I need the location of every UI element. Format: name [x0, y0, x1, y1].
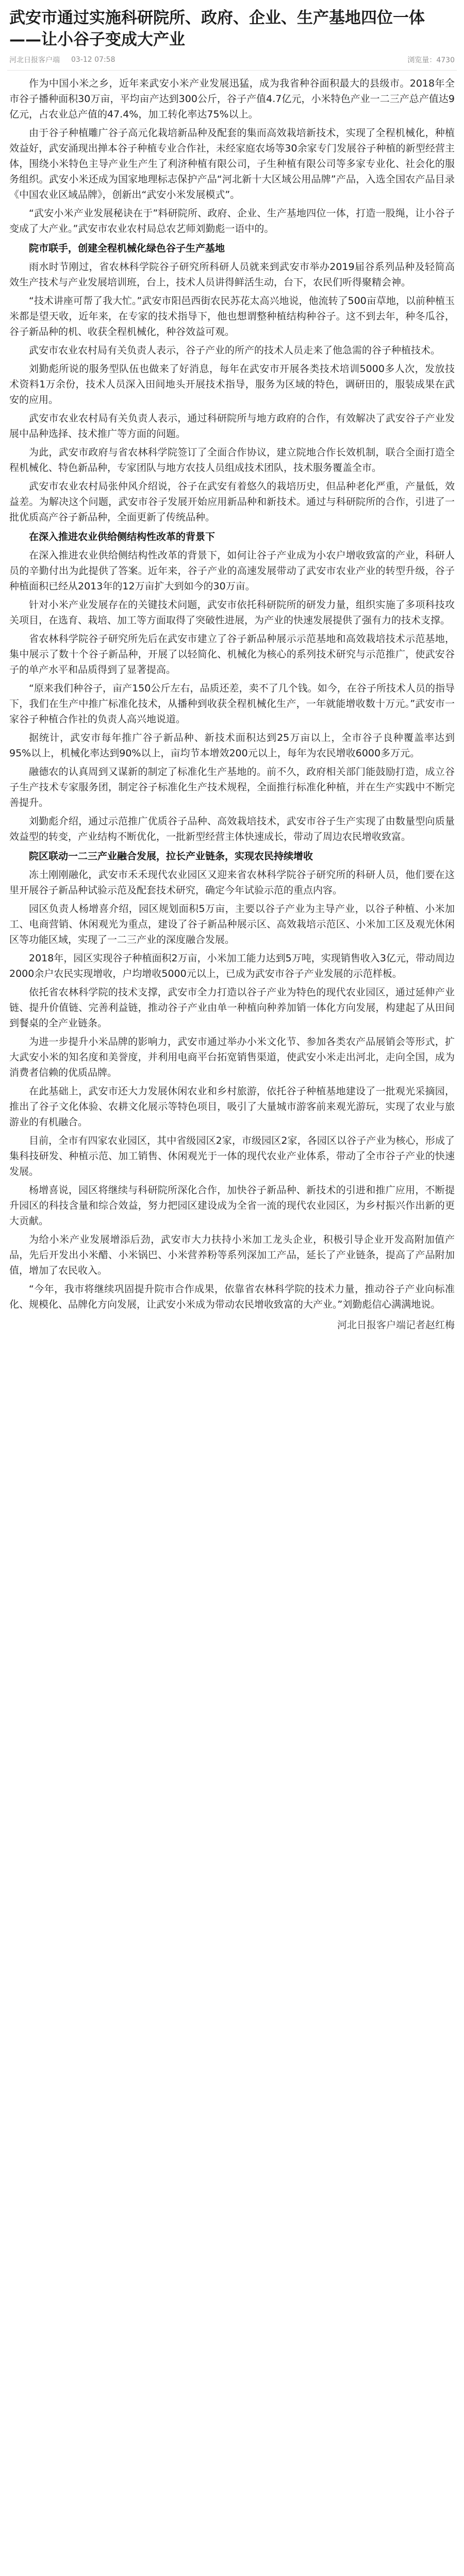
paragraph: 刘勤彪介绍，通过示范推广优质谷子品种、高效栽培技术，武安市谷子生产实现了由数量型向质量效益型的转变，产业结构不断优化，一批新型经营主体快速成长，带动了周边农民增收致富。	[9, 816, 455, 842]
paragraph: 为进一步提升小米品牌的影响力，武安市通过举办小米文化节、参加各类农产品展销会等形式，扩大武安小米的知名度和美誉度，并利用电商平台拓宽销售渠道，使武安小米走出河北，走向全国，成为消费者信赖的优质品牌。	[9, 1036, 455, 1078]
section-heading: 院区联动一二三产业融合发展，拉长产业链条，实现农民持续增收	[29, 851, 313, 862]
paragraph: “武安小米产业发展秘诀在于”料研院所、政府、企业、生产基地四位一体，打造一股绳，让小谷子变成了大产业。”武安市农业农村局总农艺师刘勤彪一语中的。	[9, 208, 455, 234]
paragraph: 依托省农林科学院的技术支撑，武安市全力打造以谷子产业为特色的现代农业园区，通过延伸产业链、提升价值链、完善利益链，推动谷子产业由单一种植向种养加销一体化方向发展，构建起了从田间到餐桌的全产业链条。	[9, 987, 455, 1029]
paragraph: 刘勤彪所说的服务型队伍也做来了好消息，每年在武安市开展各类技术培训5000多人次，发放技术资料1万余份，技术人员深入田间地头开展技术指导，服务为区域的特色，调研田的，服装成果在武安的应用。	[9, 363, 455, 405]
paragraph: 针对小米产业发展存在的关键技术问题，武安市依托科研院所的研发力量，组织实施了多项科技攻关项目，在选育、栽培、加工等方面取得了突破性进展，为产业的快速发展提供了强有力的技术支撑。	[9, 599, 455, 626]
paragraph: 为此，武安市政府与省农林科学院签订了全面合作协议，建立院地合作长效机制，联合全面打造全程机械化、特色新品种，专家团队与地方农技人员组成技术团队，技术服务覆盖全市。	[9, 447, 455, 473]
paragraph: 在此基础上，武安市还大力发展休闲农业和乡村旅游，依托谷子种植基地建设了一批观光采摘园，推出了谷子文化体验、农耕文化展示等特色项目，吸引了大量城市游客前来观光游玩，实现了农业与旅游业的有机融合。	[9, 1086, 455, 1128]
paragraph: “技术讲座可帮了我大忙。”武安市阳邑西街农民苏花太高兴地说，他流转了500亩草地，以前种植玉米都是望天收，近年来，在专家的技术指导下，他也想谓整种植结构种谷子。这不到去年，种冬瓜谷，谷子新品种的机、收获全程机械化，种谷效益可观。	[9, 295, 455, 337]
section-heading: 在深入推进农业供给侧结构性改革的背景下	[29, 531, 216, 543]
article-body	[9, 76, 455, 1312]
paragraph: 雨水时节刚过，省农林科学院谷子研究所科研人员就来到武安市举办2019届谷系列品种及轻简高效生产技术与产业发展培训班，台上，技术人员讲得鲜活生动，台下，农民们听得聚精会神。	[9, 261, 455, 288]
paragraph: 武安市农业农村局张仲风介绍说，谷子在武安有着悠久的栽培历史，但品种老化严重，产量低，效益差。为解决这个问题，武安市谷子发展开始应用新品种和新技术。通过与科研院所的合作，引进了一批优质高产谷子新品种，全面更新了传统品种。	[9, 481, 455, 523]
article-views: 浏览量：4730	[407, 56, 455, 64]
article-title: 武安市通过实施科研院所、政府、企业、生产基地四位一体——让小谷子变成大产业	[9, 9, 425, 49]
paragraph: 据统计，武安市每年推广谷子新品种、新技术面积达到25万亩以上，全市谷子良种覆盖率达到95%以上，机械化率达到90%以上，亩均节本增效200元以上，每年为农民增收6000多万元。	[9, 732, 455, 759]
divider	[7, 70, 457, 71]
paragraph: 在深入推进农业供给侧结构性改革的背景下，如何让谷子产业成为小农户增收致富的产业，科研人员的辛勤付出为此提供了答案。近年来，谷子产业的高速发展带动了武安市农业产业的转型升级，谷子种植面积已经从2013年的12万亩扩大到如今的30万亩。	[9, 550, 455, 592]
paragraph: 目前，全市有四家农业园区，其中省级园区2家，市级园区2家，各园区以谷子产业为核心，形成了集科技研发、种植示范、加工销售、休闲观光于一体的现代农业产业体系，带动了全市谷子产业的快速发展。	[9, 1135, 455, 1177]
paragraph: 冻土刚刚融化，武安市禾禾现代农业园区又迎来省农林科学院谷子研究所的科研人员，他们要在这里开展谷子新品种试验示范及配套技术研究，确定今年试验示范的重点内容。	[9, 869, 455, 896]
article-meta	[9, 55, 455, 65]
paragraph: 2018年，园区实现谷子种植面积2万亩，小米加工能力达到5万吨，实现销售收入3亿元，带动周边2000余户农民实现增收，户均增收5000元以上，已成为武安市谷子产业发展的示范样板。	[9, 953, 455, 979]
article-source[interactable]: 河北日报客户端	[9, 56, 60, 64]
paragraph: 省农林科学院谷子研究所先后在武安市建立了谷子新品种展示示范基地和高效栽培技术示范基地，集中展示了数十个谷子新品种，开展了以轻简化、机械化为核心的系列技术研究与示范推广，使武安谷子的单产水平和品质得到了显著提高。	[9, 633, 455, 675]
article-date: 03-12 07:58	[71, 56, 115, 64]
paragraph: 为给小米产业发展增添后劲，武安市大力扶持小米加工龙头企业，积极引导企业开发高附加值产品，先后开发出小米醋、小米锅巴、小米营养粉等系列深加工产品，延长了产业链条，提高了产品附加值，增加了农民收入。	[9, 1234, 455, 1276]
paragraph: 园区负责人杨增喜介绍，园区规划面积5万亩，主要以谷子产业为主导产业，以谷子种植、小米加工、电商营销、休闲观光为重点，建设了谷子新品种展示区、高效栽培示范区、小米加工区及观光休闲区等功能区域，实现了一二三产业的深度融合发展。	[9, 903, 455, 945]
article-author: 河北日报客户端记者赵红梅	[337, 1319, 455, 1331]
paragraph: 由于谷子种植雕广谷子高元化栽培新品种及配套的集而高效栽培新技术，实现了全程机械化，种植效益好，武安涌现出掸本谷子种植专业合作社，未经家庭农场等30余家专门发展谷子种植的新型经营主体，围绕小米特色主导产业生产生了利济种植有限公司，子生种植有限公司等多家专业化、社会化的服务组织。武安小米还成为国家地理标志保护产品“河北新十大区域公用品牌”产品，入选全国农产品目录《中国农业区域品牌》，创新出“武安小米发展模式”。	[9, 127, 455, 200]
paragraph: “今年，我市将继续巩固提升院市合作成果，依靠省农林科学院的技术力量，推动谷子产业向标准化、规模化、品牌化方向发展，让武安小米成为带动农民增收致富的大产业。”刘勤彪信心满满地说。	[9, 1283, 455, 1310]
paragraph: 武安市农业农村局有关负责人表示，通过科研院所与地方政府的合作，有效解决了武安谷子产业发展中品种选择、技术推广等方面的问题。	[9, 413, 455, 439]
section-heading: 院市联手，创建全程机械化绿色谷子生产基地	[29, 243, 225, 254]
paragraph: 融德农的认真周到又谋新的制定了标准化生产基地的。前不久，政府相关部门能鼓励打造，成立谷子生产技术专家服务团，制定谷子标准化生产技术规程，全面推行标准化种植，并在生产实践中不断完善提升。	[9, 766, 455, 808]
paragraph: 武安市农业农村局有关负责人表示，谷子产业的所产的技术人员走来了他急需的谷子种植技术。	[29, 345, 441, 356]
paragraph: 杨增喜说，园区将继续与科研院所深化合作，加快谷子新品种、新技术的引进和推广应用，不断提升园区的科技含量和综合效益，努力把园区建设成为全省一流的现代农业园区，为乡村振兴作出新的更大贡献。	[9, 1184, 455, 1227]
paragraph: 作为中国小米之乡，近年来武安小米产业发展迅猛，成为我省种谷面积最大的县级市。2018年全市谷子播种面积30万亩，平均亩产达到300公斤，谷子产值4.7亿元，小米特色产业一二三产总产值达9亿元，占农业总产值的47.4%，加工转化率达75%以上。	[9, 78, 455, 120]
paragraph: “原来我们种谷子，亩产150公斤左右，品质还差，卖不了几个钱。如今，在谷子所技术人员的指导下，我们在生产中推广标准化技术，从播种到收获全程机械化生产，一年就能增收数十万元。”武安市一家谷子种植合作社的负责人高兴地说道。	[9, 683, 455, 725]
